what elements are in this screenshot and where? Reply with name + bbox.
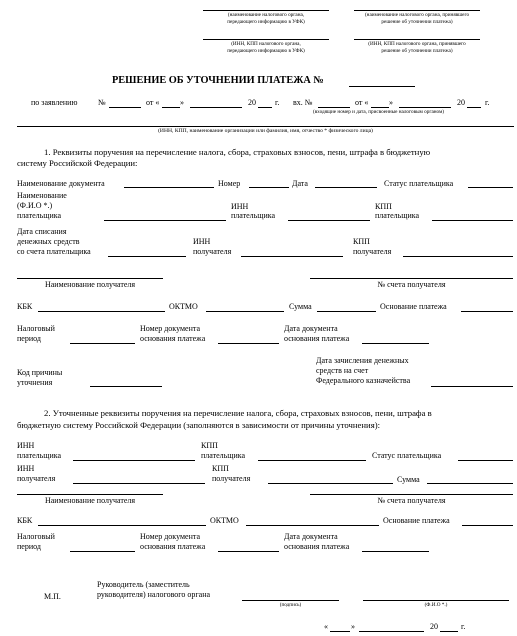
payer-kpp-label: КПП xyxy=(375,202,392,211)
section1-heading: 1. Реквизиты поручения на перечисление налога, сбора, страховых взносов, пени, штрафа в бюджетную xyxy=(44,147,431,157)
recv-account-field[interactable] xyxy=(310,278,513,279)
section2-heading-2: бюджетную систему Российской Федерации (заполняются в зависимости от причины уточнения): xyxy=(17,420,381,430)
new-basis-num-field[interactable] xyxy=(218,551,279,552)
period-field[interactable] xyxy=(70,343,135,344)
recv-kpp-label: КПП xyxy=(353,237,370,246)
new-basis-field[interactable] xyxy=(462,525,513,526)
new-recv-name-caption: Наименование получателя xyxy=(44,496,136,505)
sign-month-field[interactable] xyxy=(359,631,424,632)
section1-heading-2: систему Российской Федерации: xyxy=(17,158,138,168)
app-number-field[interactable] xyxy=(109,107,141,108)
org-right-line[interactable] xyxy=(354,10,480,11)
new-payer-kpp-label: КПП xyxy=(201,441,218,450)
new-recv-kpp-label-2: получателя xyxy=(212,474,251,483)
inn-kpp-left-caption: (ИНН, КПП налогового органа, xyxy=(231,41,301,47)
new-kbk-field[interactable] xyxy=(38,525,206,526)
sign-year-field[interactable] xyxy=(440,631,458,632)
new-period-field[interactable] xyxy=(70,551,135,552)
recv-inn-label-2: получателя xyxy=(193,247,232,256)
incoming-year-field[interactable] xyxy=(467,107,481,108)
new-payer-inn-label: ИНН xyxy=(17,441,35,450)
payer-name-label: Наименование xyxy=(17,191,67,200)
kbk-label: КБК xyxy=(17,302,33,311)
debit-date-label-2: денежных средств xyxy=(17,237,80,246)
new-recv-name-field[interactable] xyxy=(17,494,163,495)
payer-name-label-3: плательщика xyxy=(17,211,62,220)
new-basis-num-label: Номер документа xyxy=(140,532,201,541)
inn-kpp-left-caption-2: передающего информацию в УФК) xyxy=(227,48,305,54)
debit-date-label: Дата списания xyxy=(17,227,67,236)
org-left-line[interactable] xyxy=(203,10,329,11)
new-recv-inn-label-2: получателя xyxy=(17,474,56,483)
inn-kpp-right-line[interactable] xyxy=(354,39,480,40)
app-number-label: № xyxy=(98,98,106,107)
new-sum-label: Сумма xyxy=(397,475,420,484)
org-left-caption: (наименование налогового органа, xyxy=(227,12,305,18)
stamp-label: М.П. xyxy=(44,592,61,601)
sign-year-prefix: 20 xyxy=(430,622,438,631)
incoming-date-open: от « xyxy=(355,98,369,107)
new-recv-account-field[interactable] xyxy=(310,494,513,495)
basis-num-field[interactable] xyxy=(218,343,279,344)
doc-date-label: Дата xyxy=(292,179,308,188)
app-year-field[interactable] xyxy=(258,107,272,108)
inn-kpp-left-line[interactable] xyxy=(203,39,329,40)
incoming-number-field[interactable] xyxy=(318,107,350,108)
period-label: Налоговый xyxy=(17,324,55,333)
new-payer-kpp-label-2: плательщика xyxy=(201,451,246,460)
new-basis-label: Основание платежа xyxy=(383,516,450,525)
recv-name-caption: Наименование получателя xyxy=(44,280,136,289)
credit-date-label-3: Федерального казначейства xyxy=(316,376,411,385)
inn-kpp-right-caption-2: решение об уточнении платежа) xyxy=(381,48,453,54)
new-kbk-label: КБК xyxy=(17,516,33,525)
section2-heading: 2. Уточненные реквизиты поручения на перечисление налога, сбора, страховых взносов, пени, штрафа в xyxy=(44,408,432,418)
payer-status-label: Статус плательщика xyxy=(384,179,454,188)
decision-number-field[interactable] xyxy=(349,86,415,87)
new-oktmo-label: ОКТМО xyxy=(210,516,239,525)
head-label-2: руководителя) налогового органа xyxy=(97,590,211,599)
sum-field[interactable] xyxy=(317,311,376,312)
incoming-year-prefix: 20 xyxy=(457,98,465,107)
head-fio-field[interactable] xyxy=(363,600,509,601)
recv-name-field[interactable] xyxy=(17,278,163,279)
oktmo-label: ОКТМО xyxy=(169,302,198,311)
payer-inn-label-2: плательщика xyxy=(231,211,276,220)
incoming-note: (входящие номер и дата, присвоенные налоговым органом) xyxy=(313,109,445,115)
signature-field[interactable] xyxy=(242,600,339,601)
new-oktmo-field[interactable] xyxy=(246,525,379,526)
new-basis-date-field[interactable] xyxy=(362,551,429,552)
basis-date-field[interactable] xyxy=(362,343,429,344)
new-payer-inn-label-2: плательщика xyxy=(17,451,62,460)
app-year-suffix: г. xyxy=(275,98,280,107)
new-recv-inn-label: ИНН xyxy=(17,464,35,473)
app-date-open: от « xyxy=(146,98,160,107)
new-basis-date-label: Дата документа xyxy=(284,532,338,541)
by-application-label: по заявлению xyxy=(31,98,78,107)
period-label-2: период xyxy=(17,334,41,343)
payer-kpp-field[interactable] xyxy=(432,220,513,221)
incoming-date-close: » xyxy=(389,98,393,107)
app-year-prefix: 20 xyxy=(248,98,256,107)
payer-kpp-label-2: плательщика xyxy=(375,211,420,220)
head-fio-caption: (Ф.И.О *.) xyxy=(424,602,448,608)
debit-date-field[interactable] xyxy=(108,256,186,257)
new-period-label-2: период xyxy=(17,542,41,551)
recv-inn-field[interactable] xyxy=(241,256,343,257)
credit-date-field[interactable] xyxy=(431,386,513,387)
new-recv-kpp-field[interactable] xyxy=(268,483,393,484)
doc-date-field[interactable] xyxy=(315,187,377,188)
reason-code-field[interactable] xyxy=(90,386,162,387)
payer-inn-label: ИНН xyxy=(231,202,249,211)
new-payer-status-field[interactable] xyxy=(458,460,513,461)
kbk-field[interactable] xyxy=(38,311,165,312)
incoming-number-label: вх. № xyxy=(293,98,313,107)
payer-name-label-2: (Ф.И.О *.) xyxy=(17,201,53,210)
incoming-year-suffix: г. xyxy=(485,98,490,107)
payer-info-caption: (ИНН, КПП, наименование организации или фамилия, имя, отчество * физического лица) xyxy=(158,128,373,134)
new-recv-kpp-label: КПП xyxy=(212,464,229,473)
sign-year-suffix: г. xyxy=(461,622,466,631)
basis-field[interactable] xyxy=(461,311,513,312)
payer-inn-field[interactable] xyxy=(288,220,370,221)
new-recv-inn-field[interactable] xyxy=(73,483,205,484)
sign-date-open: « xyxy=(324,622,328,631)
recv-kpp-label-2: получателя xyxy=(353,247,392,256)
doc-number-label: Номер xyxy=(218,179,241,188)
org-left-caption-2: передающего информацию в УФК) xyxy=(227,19,305,25)
doc-number-field[interactable] xyxy=(249,187,289,188)
new-payer-kpp-field[interactable] xyxy=(258,460,366,461)
recv-kpp-field[interactable] xyxy=(403,256,513,257)
new-payer-inn-field[interactable] xyxy=(73,460,195,461)
recv-account-caption: № счета получателя xyxy=(377,280,446,289)
inn-kpp-right-caption: (ИНН, КПП налогового органа, принявшего xyxy=(368,41,466,47)
payer-info-line[interactable] xyxy=(17,126,514,127)
org-right-caption-2: решение об уточнении платежа) xyxy=(381,19,453,25)
basis-date-label-2: основания платежа xyxy=(284,334,350,343)
doc-name-field[interactable] xyxy=(124,187,214,188)
sign-day-field[interactable] xyxy=(330,631,350,632)
org-right-caption: (наименование налогового органа, принявшего xyxy=(364,12,470,18)
new-sum-field[interactable] xyxy=(427,483,513,484)
signature-caption: (подпись) xyxy=(279,602,302,608)
incoming-day-field[interactable] xyxy=(371,107,389,108)
debit-date-label-3: со счета плательщика xyxy=(17,247,91,256)
basis-num-label: Номер документа xyxy=(140,324,201,333)
payer-status-field[interactable] xyxy=(468,187,513,188)
payer-name-field[interactable] xyxy=(104,220,226,221)
recv-inn-label: ИНН xyxy=(193,237,211,246)
oktmo-field[interactable] xyxy=(206,311,284,312)
basis-date-label: Дата документа xyxy=(284,324,338,333)
new-basis-num-label-2: основания платежа xyxy=(140,542,206,551)
app-month-field[interactable] xyxy=(190,107,242,108)
sum-label: Сумма xyxy=(289,302,312,311)
sign-date-close: » xyxy=(351,622,355,631)
reason-code-label: Код причины xyxy=(17,368,63,377)
incoming-month-field[interactable] xyxy=(399,107,451,108)
basis-label: Основание платежа xyxy=(380,302,447,311)
doc-name-label: Наименование документа xyxy=(17,179,105,188)
head-label: Руководитель (заместитель xyxy=(97,580,190,589)
new-period-label: Налоговый xyxy=(17,532,55,541)
new-basis-date-label-2: основания платежа xyxy=(284,542,350,551)
reason-code-label-2: уточнения xyxy=(17,378,53,387)
new-recv-account-caption: № счета получателя xyxy=(377,496,446,505)
credit-date-label: Дата зачисления денежных xyxy=(316,356,409,365)
document-title: РЕШЕНИЕ ОБ УТОЧНЕНИИ ПЛАТЕЖА № xyxy=(112,75,324,86)
app-date-close: » xyxy=(180,98,184,107)
basis-num-label-2: основания платежа xyxy=(140,334,206,343)
credit-date-label-2: средств на счет xyxy=(316,366,369,375)
new-payer-status-label: Статус плательщика xyxy=(372,451,442,460)
app-day-field[interactable] xyxy=(162,107,180,108)
